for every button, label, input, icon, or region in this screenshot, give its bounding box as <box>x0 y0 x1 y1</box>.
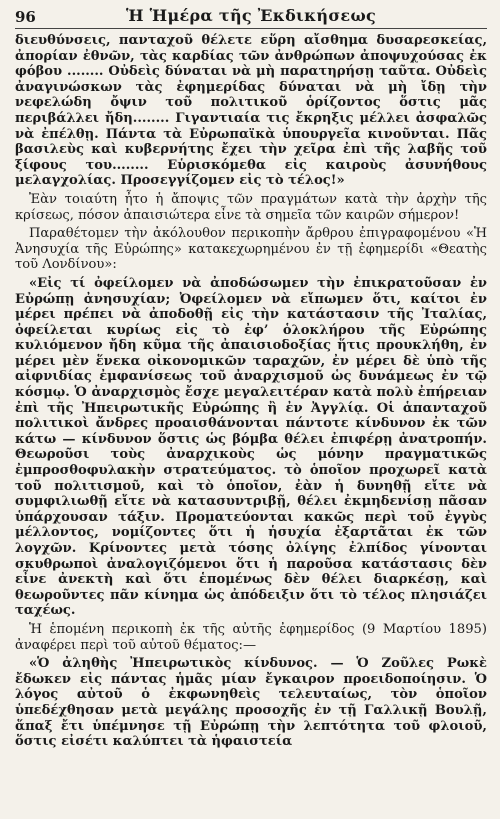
paragraph-1: διευθύνσεις, πανταχοῦ θέλετε εὕρη αἴσθημα δυσαρεσκείας, ἀπορίαν ἐθνῶν, τὰς καρδίας τῶν ἀνθρώπων ἀποψυχούσας ἐκ φόβου ........ Οὐδεὶς δύναται νὰ μὴ παρατηρήσῃ ταῦτα. Οὐδεὶς ἀναγινώσκων τὰς ἐφημερίδας δύναται νὰ μὴ ἴδῃ τὴν νεφελώδη ὄψιν τοῦ πολιτικοῦ ὁρίζοντος ὅστις μᾶς περιβάλλει ἤδη........ Γιγαντιαία τις ἔκρηξις μέλλει ἀσφαλῶς νὰ ἐπέλθῃ. Πάντα τὰ Εὐρωπαϊκὰ ὑπουργεῖα κινοῦνται. Πᾶς βασιλεὺς καὶ κυβερνήτης ἔχει τὴν χεῖρα ἐπὶ τῆς λαβῆς τοῦ ξίφους του........ Εὑρισκόμεθα εἰς καιροὺς ἀσυνήθους μελαγχολίας. Προσεγγίζομεν εἰς τὸ τέλος!» <box>15 33 487 189</box>
page-number: 96 <box>15 8 36 26</box>
quotation-spectator: «Εἰς τί ὀφείλομεν νὰ ἀποδώσωμεν τὴν ἐπικρατοῦσαν ἐν Εὐρώπῃ ἀνησυχίαν; Ὀφείλομεν νὰ εἴπωμεν ὅτι, καίτοι ἐν μέρει πρέπει νὰ ἀποδοθῇ εἰς τὴν κατάστασιν τῆς Ἰταλίας, ὀφείλεται κυρίως εἰς τὸ ἐφ’ ὁλοκλήρου τῆς Εὐρώπης κυλιόμενον ἤδη κῦμα τῆς ἀπαισιοδοξίας ἥτις προυκλήθη, ἐν μέρει μὲν ἕνεκα οἰκονομικῶν ταραχῶν, ἐν μέρει δὲ ὑπὸ τῆς αἰφνιδίας ἐμφανίσεως τοῦ ἀναρχισμοῦ ὡς δυνάμεως ἐν τῷ κόσμῳ. Ὁ ἀναρχισμὸς ἔσχε μεγαλειτέραν κατὰ πολὺ ἐπήρειαν ἐπὶ τῆς Ἠπειρωτικῆς Εὐρώπης ἢ ἐν Ἀγγλίᾳ. Οἱ ἁπανταχοῦ πολιτικοὶ ἄνδρες προαισθάνονται πάντοτε κίνδυνον ἐκ τῶν κάτω — κίνδυνον ὅστις ὡς βόμβα θέλει ἐπιφέρῃ ἀνατροπήν. Θεωροῦσι τοὺς ἀναρχικοὺς ὡς μόνην πραγματικῶς ἐμπροσθοφυλακὴν στρατεύματος. τὸ ὁποῖον προχωρεῖ κατὰ τοῦ πολιτισμοῦ, καὶ τὸ ὁποῖον, ἐὰν ἡ δυνηθῇ εἴτε νὰ συμφιλιωθῇ εἴτε νὰ κατασυντριβῇ, θέλει ἐκμηδενίσῃ πᾶσαν ὑπάρχουσαν τάξιν. Προματεύονται κακῶς περὶ τοῦ ἐγγὺς μέλλοντος, νομίζοντες ὅτι ἡ ἡσυχία ἐξαρτᾶται ἐκ τῶν λογχῶν. Κρίνοντες μετὰ τόσης ὀλίγης ἐλπίδος γίνονται σκυθρωποὶ ἀναλογιζόμενοι ὅτι ἡ παροῦσα κατάστασις δὲν εἶνε ἀνεκτὴ καὶ ὅτι ἑπομένως δὲν θέλει διαρκέσῃ, καὶ θεωροῦντες πᾶν κίνημα ὡς ἀπόδειξιν ὅτι τὸ τέλος πλησιάζει ταχέως. <box>15 275 487 619</box>
paragraph-2: Ἐὰν τοιαύτη ἦτο ἡ ἄποψις τῶν πραγμάτων κατὰ τὴν ἀρχὴν τῆς κρίσεως, πόσον ἀπαισιώτερα εἶνε τὰ σημεῖα τῶν καιρῶν σήμερον! <box>15 191 487 223</box>
running-title: Ἡ Ἡμέρα τῆς Ἐκδικήσεως <box>125 6 377 25</box>
quotation-continental-danger: «Ὁ ἀληθὴς Ἠπειρωτικὸς κίνδυνος. — Ὁ Ζοῦλες Ρωκὲ ἔδωκεν εἰς πάντας ἡμᾶς μίαν ἔγκαιρον προειδοποίησιν. Ὁ λόγος αὐτοῦ ὁ ἐκφωνηθεὶς τελευταίως, τὸν ὁποῖον ὑπεδέχθησαν μετὰ μεγάλης προσοχῆς ἐν τῇ Γαλλικῇ Βουλῇ, ἅπαξ ἔτι ὑπέμνησε τῇ Εὐρώπῃ τὴν λεπτότητα τοῦ φλοιοῦ, ὅστις εἰσέτι καλύπτει τὰ ἡφαιστεία <box>15 656 487 750</box>
page-header <box>15 6 487 29</box>
paragraph-5: Ἡ ἑπομένη περικοπὴ ἐκ τῆς αὐτῆς ἐφημερίδος (9 Μαρτίου 1895) ἀναφέρει περὶ τοῦ αὐτοῦ θέματος:— <box>15 621 487 653</box>
body-text <box>15 33 487 750</box>
paragraph-3: Παραθέτομεν τὴν ἀκόλουθον περικοπὴν ἄρθρου ἐπιγραφομένου «Ἡ Ἀνησυχία τῆς Εὐρώπης» κατακεχωρημένου ἐν τῇ ἐφημερίδι «Θεατὴς τοῦ Λονδίνου»: <box>15 226 487 273</box>
